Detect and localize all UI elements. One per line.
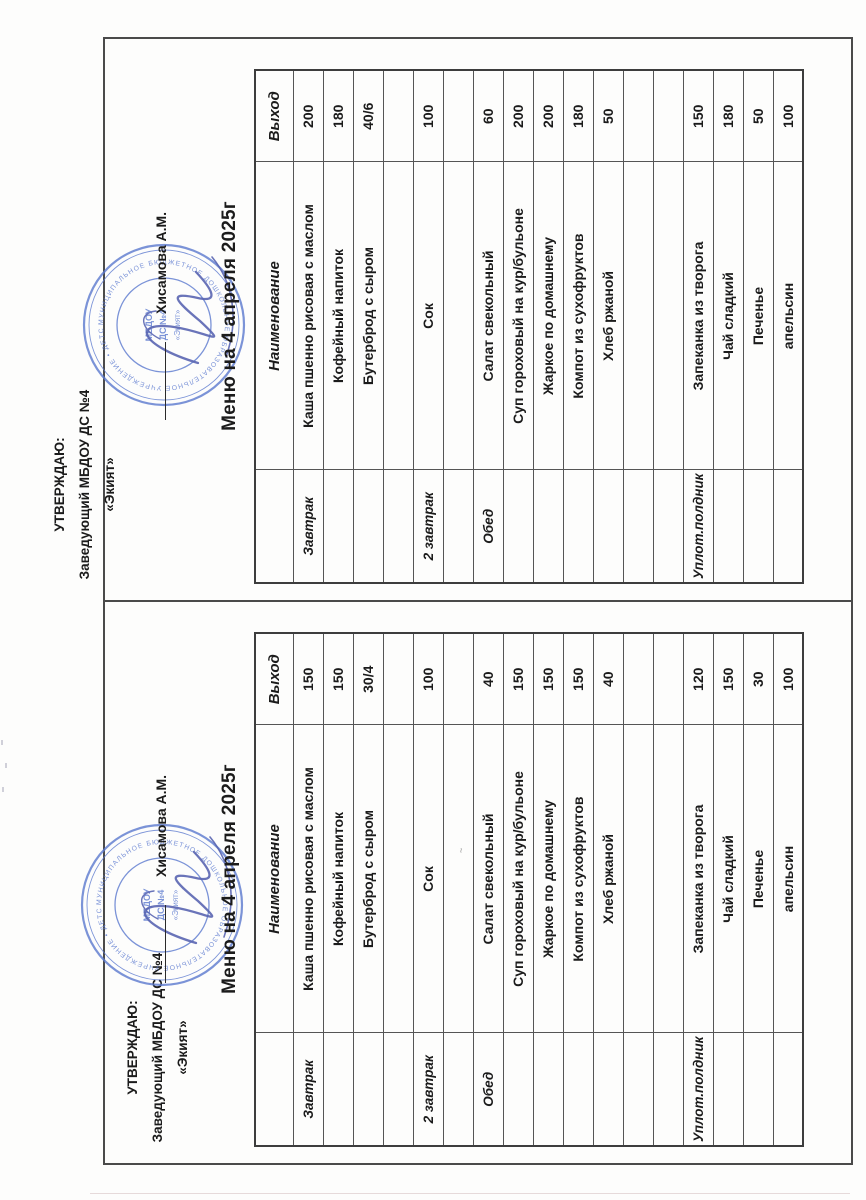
menu-table-row [563,70,593,583]
portion-cell: 50 [743,70,773,162]
menu-table-row [503,633,533,1146]
menu-table-row [713,70,743,583]
header-category-cell [255,470,293,583]
menu-table-body [255,633,803,1146]
menu-table-row [323,633,353,1146]
dish-name-cell: апельсин [773,725,803,1033]
portion-cell [383,633,413,725]
approve-line: «Экият» [175,1020,190,1075]
dish-name-cell: Запеканка из творога [683,725,713,1033]
signature-row [153,743,169,983]
menu-table-row [473,70,503,583]
menu-table-row [293,633,323,1146]
signature-row [153,180,169,420]
dish-name-cell [443,162,473,470]
menu-table-row [743,633,773,1146]
portion-cell: 40/6 [353,70,383,162]
dish-name-cell: Сок [413,162,443,470]
dish-name-cell [383,725,413,1033]
menu-table-row [473,633,503,1146]
menu-table-row [383,633,413,1146]
portion-cell [383,70,413,162]
header-category-cell [255,1033,293,1146]
category-cell [773,1033,803,1146]
menu-table-row [563,633,593,1146]
portion-cell [653,70,683,162]
portion-cell: 30/4 [353,633,383,725]
category-cell: Завтрак [293,470,323,583]
menu-table [254,69,804,584]
menu-table-row [593,70,623,583]
portion-cell: 40 [593,633,623,725]
dish-name-cell: апельсин [773,162,803,470]
approve-line: УТВЕРЖДАЮ: [125,1000,140,1095]
dish-name-cell: Печенье [743,725,773,1033]
category-cell [743,470,773,583]
table-header-row [255,70,293,583]
dish-name-cell [653,162,683,470]
portion-cell: 40 [473,633,503,725]
category-cell: Уплот.полдник [683,470,713,583]
portion-cell: 180 [563,70,593,162]
menu-table-row [443,70,473,583]
dish-name-cell: Салат свекольный [473,162,503,470]
category-cell [443,1033,473,1146]
menu-table-row [623,70,653,583]
menu-table-row [413,633,443,1146]
dish-name-cell: Жаркое по домашнему [533,162,563,470]
category-cell [323,1033,353,1146]
dish-name-cell: Чай сладкий [713,725,743,1033]
category-cell [713,470,743,583]
portion-cell: 30 [743,633,773,725]
menu-table-row [773,70,803,583]
menu-table-row [593,633,623,1146]
menu-table-row [713,633,743,1146]
portion-cell: 150 [683,70,713,162]
dish-name-cell: Каша пшенно рисовая с маслом [293,162,323,470]
dish-name-cell: Хлеб ржаной [593,725,623,1033]
signature-line [165,342,166,420]
header-name-cell: Наименование [255,725,293,1033]
portion-cell: 60 [473,70,503,162]
menu-table-row [353,633,383,1146]
category-cell [653,470,683,583]
portion-cell: 150 [533,633,563,725]
menu-table-body [255,70,803,583]
portion-cell [623,70,653,162]
menu-table-row [773,633,803,1146]
category-cell [353,470,383,583]
signature-name: Хисамова А.М. [153,211,169,314]
category-cell [383,470,413,583]
portion-cell: 150 [323,633,353,725]
dish-name-cell: Салат свекольный [473,725,503,1033]
header-name-cell: Наименование [255,162,293,470]
dish-name-cell: Компот из сухофруктов [563,162,593,470]
dish-name-cell: Кофейный напиток [323,162,353,470]
category-cell [503,470,533,583]
menu-table-row [653,633,683,1146]
menu-table-row [353,70,383,583]
portion-cell: 100 [413,633,443,725]
approve-line: Заведующий МБДОУ ДС №4 [150,952,165,1143]
portion-cell: 100 [773,70,803,162]
approve-block [47,387,122,582]
category-cell: Обед [473,470,503,583]
dish-name-cell: Компот из сухофруктов [563,725,593,1033]
menu-table-row [623,633,653,1146]
menu-table-row [653,70,683,583]
portion-cell: 100 [773,633,803,725]
category-cell [593,1033,623,1146]
category-cell [563,470,593,583]
category-cell [563,1033,593,1146]
portion-cell: 100 [413,70,443,162]
portion-cell: 180 [323,70,353,162]
portion-cell: 200 [533,70,563,162]
header-out-cell: Выход [255,633,293,725]
portion-cell [443,70,473,162]
menu-table-row [323,70,353,583]
category-cell [323,470,353,583]
portion-cell [623,633,653,725]
dish-name-cell: Сок [413,725,443,1033]
dish-name-cell: Каша пшенно рисовая с маслом [293,725,323,1033]
dish-name-cell: Суп гороховый на кур/бульоне [503,725,533,1033]
dish-name-cell [653,725,683,1033]
menu-table-row [743,70,773,583]
category-cell [533,1033,563,1146]
category-cell [743,1033,773,1146]
menu-title: Меню на 4 апреля 2025г [219,201,240,431]
menu-left [0,601,866,1163]
approve-line: «Экият» [102,457,117,512]
portion-cell: 200 [503,70,533,162]
menu-table-row [683,633,713,1146]
signature-line [165,905,166,983]
category-cell [383,1033,413,1146]
paper-edge-shadow [90,1193,850,1194]
category-cell: 2 завтрак [413,470,443,583]
dish-name-cell: Суп гороховый на кур/бульоне [503,162,533,470]
dish-name-cell: Жаркое по домашнему [533,725,563,1033]
portion-cell: 150 [293,633,323,725]
category-cell: Завтрак [293,1033,323,1146]
dish-name-cell [383,162,413,470]
table-header-row [255,633,293,1146]
category-cell [653,1033,683,1146]
category-cell [503,1033,533,1146]
dish-name-cell [623,162,653,470]
menu-table-row [503,70,533,583]
portion-cell: 150 [713,633,743,725]
dish-name-cell: Бутерброд с сыром [353,162,383,470]
portion-cell: 120 [683,633,713,725]
menu-table-row [683,70,713,583]
category-cell: 2 завтрак [413,1033,443,1146]
stray-pen-mark: ~ [456,847,466,853]
category-cell [773,470,803,583]
dish-name-cell: Кофейный напиток [323,725,353,1033]
menu-table [254,632,804,1147]
dish-name-cell: Печенье [743,162,773,470]
portion-cell: 150 [563,633,593,725]
approve-line: Заведующий МБДОУ ДС №4 [77,389,92,580]
category-cell: Уплот.полдник [683,1033,713,1146]
dish-name-cell: Бутерброд с сыром [353,725,383,1033]
approve-line: УТВЕРЖДАЮ: [52,437,67,532]
category-cell [533,470,563,583]
portion-cell: 150 [503,633,533,725]
dish-name-cell: Чай сладкий [713,162,743,470]
menu-table-row [293,70,323,583]
dish-name-cell [623,725,653,1033]
dish-name-cell: Запеканка из творога [683,162,713,470]
portion-cell [653,633,683,725]
category-cell [713,1033,743,1146]
menu-right [0,38,866,600]
category-cell [353,1033,383,1146]
category-cell [623,470,653,583]
menu-table-row [383,70,413,583]
dish-name-cell [443,725,473,1033]
menu-table-row [533,70,563,583]
signature-name: Хисамова А.М. [153,774,169,877]
category-cell [443,470,473,583]
header-out-cell: Выход [255,70,293,162]
category-cell [623,1033,653,1146]
menu-table-row [443,633,473,1146]
portion-cell: 180 [713,70,743,162]
menu-table-row [533,633,563,1146]
menu-title: Меню на 4 апреля 2025г [219,764,240,994]
category-cell [593,470,623,583]
menu-table-row [413,70,443,583]
portion-cell [443,633,473,725]
portion-cell: 200 [293,70,323,162]
dish-name-cell: Хлеб ржаной [593,162,623,470]
portion-cell: 50 [593,70,623,162]
category-cell: Обед [473,1033,503,1146]
